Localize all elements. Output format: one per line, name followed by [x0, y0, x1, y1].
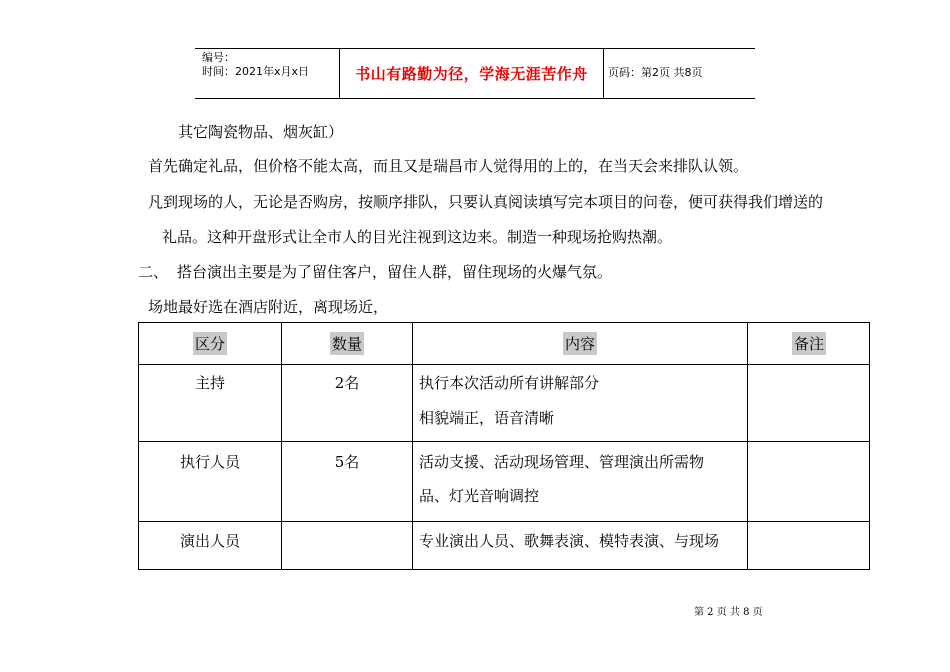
- table-cell-category: 执行人员: [179, 453, 240, 471]
- page-header: [195, 48, 755, 99]
- table-cell-category: 主持: [194, 374, 225, 392]
- table-cell-content: 活动支援、活动现场管理、管理演出所需物: [419, 453, 705, 471]
- page-footer: 第 2 页 共 8 页: [694, 607, 763, 618]
- paragraph-line: 凡到现场的人，无论是否购房，按顺序排队，只要认真阅读填写完本项目的问卷，便可获得我们增送的: [148, 193, 824, 211]
- table-header-cell: 区分: [139, 323, 281, 364]
- table-header-cell: 数量: [282, 323, 412, 364]
- table-header-cell: 内容: [413, 323, 747, 364]
- table-cell-content: 执行本次活动所有讲解部分: [419, 374, 600, 392]
- paragraph-line: 礼品。这种开盘形式让全市人的目光注视到这边来。制造一种现场抢购热潮。: [162, 228, 673, 246]
- staff-table: [138, 322, 870, 570]
- paragraph-line: 首先确定礼品，但价格不能太高，而且又是瑞昌市人觉得用的上的，在当天会来排队认领。: [148, 157, 749, 175]
- table-row-divider: [139, 441, 869, 442]
- table-row-divider: [139, 364, 869, 365]
- paragraph-line: 场地最好选在酒店附近，离现场近，: [148, 298, 389, 316]
- table-cell-count: 2名: [334, 374, 360, 392]
- table-cell-category: 演出人员: [179, 532, 240, 550]
- header-divider: [603, 49, 604, 98]
- section-number: 二、: [138, 263, 169, 281]
- table-row-divider: [139, 521, 869, 522]
- table-header-cell: 备注: [748, 323, 870, 364]
- table-cell-count: 5名: [334, 453, 360, 471]
- header-page-label: 页码：第2页 共8页: [608, 66, 703, 79]
- table-cell-content: 品、灯光音响调控: [419, 487, 540, 505]
- header-time-label: 时间：2021年x月x日: [202, 65, 310, 78]
- header-number-label: 编号：: [202, 51, 235, 64]
- header-motto: 书山有路勤为径，学海无涯苦作舟: [355, 65, 588, 83]
- paragraph-line: 其它陶瓷物品、烟灰缸）: [178, 123, 344, 141]
- table-cell-content: 相貌端正，语音清晰: [419, 409, 555, 427]
- table-cell-content: 专业演出人员、歌舞表演、模特表演、与现场: [419, 532, 720, 550]
- section-heading: 搭台演出主要是为了留住客户，留住人群，留住现场的火爆气氛。: [177, 263, 613, 281]
- header-meta: [202, 51, 309, 79]
